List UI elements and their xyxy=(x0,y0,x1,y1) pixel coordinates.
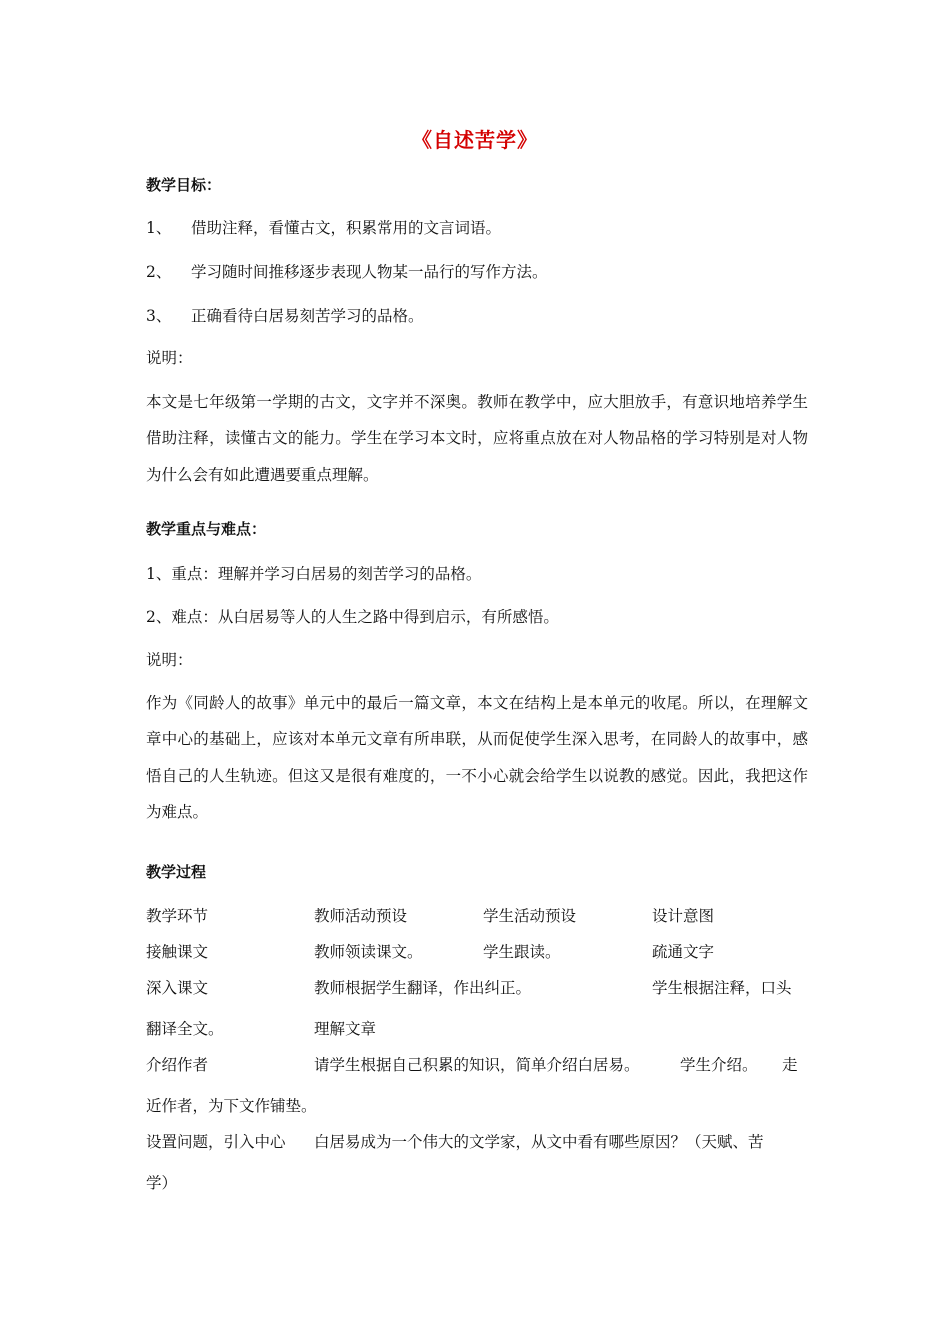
objectives-heading: 教学目标： xyxy=(146,176,222,194)
table-cell: 教师领读课文。 xyxy=(314,943,423,961)
table-cell: 学生跟读。 xyxy=(483,943,561,961)
page-title: 《自述苦学》 xyxy=(412,128,538,152)
table-cell: 白居易成为一个伟大的文学家，从文中看有哪些原因？（天赋、苦 xyxy=(314,1133,764,1151)
note-paragraph: 本文是七年级第一学期的古文，文字并不深奥。教师在教学中，应大胆放手，有意识地培养学生借助注释，读懂古文的能力。学生在学习本文时，应将重点放在对人物品格的学习特别是对人物为什么会有如此遭遇要重点理解。 xyxy=(146,393,808,484)
table-cell: 请学生根据自己积累的知识，简单介绍白居易。 xyxy=(314,1056,640,1074)
objective-item xyxy=(146,304,423,326)
note-label: 说明： xyxy=(146,349,193,367)
keypoint-item: 1、重点：理解并学习白居易的刻苦学习的品格。 xyxy=(146,565,482,583)
objective-item xyxy=(146,260,547,282)
table-cell: 深入课文 xyxy=(146,979,209,997)
note-paragraph: 作为《同龄人的故事》单元中的最后一篇文章，本文在结构上是本单元的收尾。所以，在理解文章中心的基础上，应该对本单元文章有所串联，从而促使学生深入思考，在同龄人的故事中，感悟自己的人生轨迹。但这又是很有难度的，一不小心就会给学生以说教的感觉。因此，我把这作为难点。 xyxy=(146,694,808,821)
table-header-cell: 设计意图 xyxy=(652,907,715,925)
table-cell: 理解文章 xyxy=(314,1020,377,1038)
table-cell: 接触课文 xyxy=(146,943,209,961)
objective-text: 借助注释，看懂古文，积累常用的文言词语。 xyxy=(190,219,501,237)
table-cell: 学） xyxy=(146,1174,178,1192)
table-cell: 疏通文字 xyxy=(652,943,715,961)
objective-text: 正确看待白居易刻苦学习的品格。 xyxy=(190,307,424,325)
objective-text: 学习随时间推移逐步表现人物某一品行的写作方法。 xyxy=(190,263,548,281)
table-cell: 近作者，为下文作铺垫。 xyxy=(146,1097,317,1115)
table-cell: 翻译全文。 xyxy=(146,1020,224,1038)
objective-item xyxy=(146,216,501,238)
note-label: 说明： xyxy=(146,651,193,669)
keypoint-item: 2、难点：从白居易等人的人生之路中得到启示，有所感悟。 xyxy=(146,608,559,626)
table-header-cell: 学生活动预设 xyxy=(483,907,577,925)
keypoints-heading: 教学重点与难点： xyxy=(146,520,267,538)
table-cell: 介绍作者 xyxy=(146,1056,209,1074)
objective-number: 2、 xyxy=(146,263,172,281)
table-cell: 走 xyxy=(782,1056,798,1074)
table-header-cell: 教学环节 xyxy=(146,907,209,925)
table-cell: 教师根据学生翻译，作出纠正。 xyxy=(314,979,532,997)
objective-number: 3、 xyxy=(146,307,172,325)
table-cell: 学生根据注释，口头 xyxy=(652,979,792,997)
objective-number: 1、 xyxy=(146,219,172,237)
table-header-cell: 教师活动预设 xyxy=(314,907,408,925)
process-heading: 教学过程 xyxy=(146,863,207,881)
table-cell: 学生介绍。 xyxy=(680,1056,758,1074)
table-cell: 设置问题，引入中心 xyxy=(146,1133,286,1151)
